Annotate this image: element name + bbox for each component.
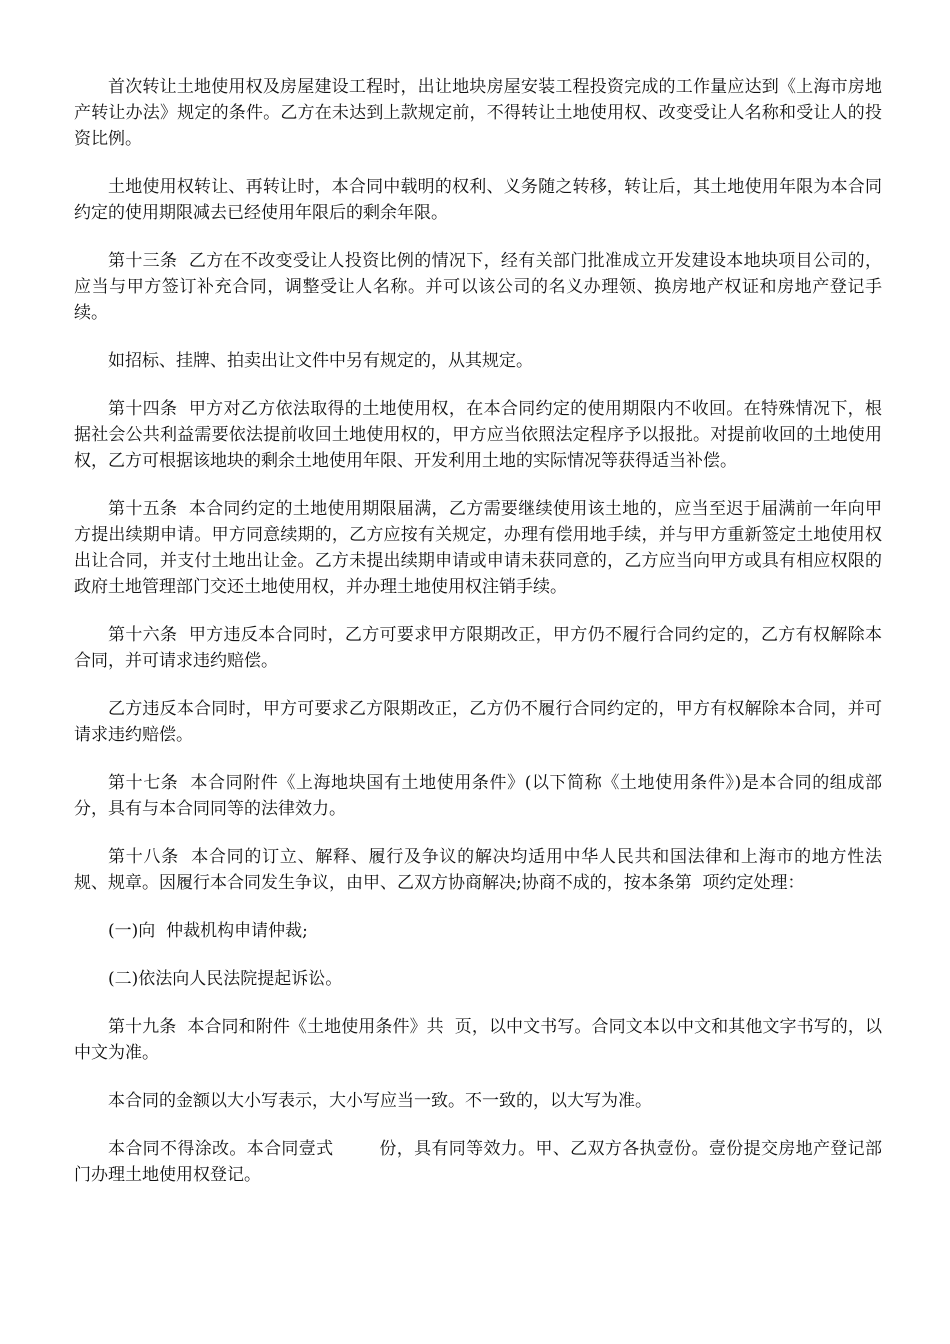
paragraph-article-19: 第十九条 本合同和附件《土地使用条件》共 页，以中文书写。合同文本以中文和其他文字书写的，以中文为准。 xyxy=(74,1017,882,1063)
paragraph-article-15: 第十五条 本合同约定的土地使用期限届满，乙方需要继续使用该土地的，应当至迟于届满前一年向甲方提出续期申请。甲方同意续期的，乙方应按有关规定，办理有偿用地手续，并与甲方重新签定土地使用权出让合同，并支付土地出让金。乙方未提出续期申请或申请未获同意的，乙方应当向甲方或具有相应权限的政府土地管理部门交还土地使用权，并办理土地使用权注销手续。 xyxy=(74,499,882,597)
paragraph-article-18: 第十八条 本合同的订立、解释、履行及争议的解决均适用中华人民共和国法律和上海市的地方性法规、规章。因履行本合同发生争议，由甲、乙双方协商解决;协商不成的，按本条第 项约定处理： xyxy=(74,847,882,893)
paragraph-article-14: 第十四条 甲方对乙方依法取得的土地使用权，在本合同约定的使用期限内不收回。在特殊情况下，根据社会公共利益需要依法提前收回土地使用权的，甲方应当依照法定程序予以报批。对提前收回的土地使用权，乙方可根据该地块的剩余土地使用年限、开发利用土地的实际情况等获得适当补偿。 xyxy=(74,399,882,471)
paragraph-transfer-conditions: 首次转让土地使用权及房屋建设工程时，出让地块房屋安装工程投资完成的工作量应达到《上海市房地产转让办法》规定的条件。乙方在未达到上款规定前，不得转让土地使用权、改变受让人名称和受让人的投资比例。 xyxy=(74,77,882,149)
paragraph-article-13-note: 如招标、挂牌、拍卖出让文件中另有规定的，从其规定。 xyxy=(108,351,533,371)
document-page xyxy=(74,74,882,1188)
paragraph-article-18-option-1: (一)向 仲裁机构申请仲裁; xyxy=(108,921,308,941)
paragraph-amount-rule: 本合同的金额以大小写表示，大小写应当一致。不一致的，以大写为准。 xyxy=(108,1091,652,1111)
paragraph-transfer-rights: 土地使用权转让、再转让时，本合同中载明的权利、义务随之转移，转让后，其土地使用年限为本合同约定的使用期限减去已经使用年限后的剩余年限。 xyxy=(74,177,882,223)
paragraph-article-16-party-b: 乙方违反本合同时，甲方可要求乙方限期改正，乙方仍不履行合同约定的，甲方有权解除本合同，并可请求违约赔偿。 xyxy=(74,699,882,745)
paragraph-article-18-option-2: (二)依法向人民法院提起诉讼。 xyxy=(108,969,343,989)
paragraph-copies: 本合同不得涂改。本合同壹式 份，具有同等效力。甲、乙双方各执壹份。壹份提交房地产登记部门办理土地使用权登记。 xyxy=(74,1139,882,1185)
paragraph-article-16: 第十六条 甲方违反本合同时，乙方可要求甲方限期改正，甲方仍不履行合同约定的，乙方有权解除本合同，并可请求违约赔偿。 xyxy=(74,625,882,671)
paragraph-article-13: 第十三条 乙方在不改变受让人投资比例的情况下，经有关部门批准成立开发建设本地块项目公司的，应当与甲方签订补充合同，调整受让人名称。并可以该公司的名义办理领、换房地产权证和房地产登记手续。 xyxy=(74,251,882,323)
paragraph-article-17: 第十七条 本合同附件《上海地块国有土地使用条件》(以下简称《土地使用条件》)是本合同的组成部分，具有与本合同同等的法律效力。 xyxy=(74,773,882,819)
